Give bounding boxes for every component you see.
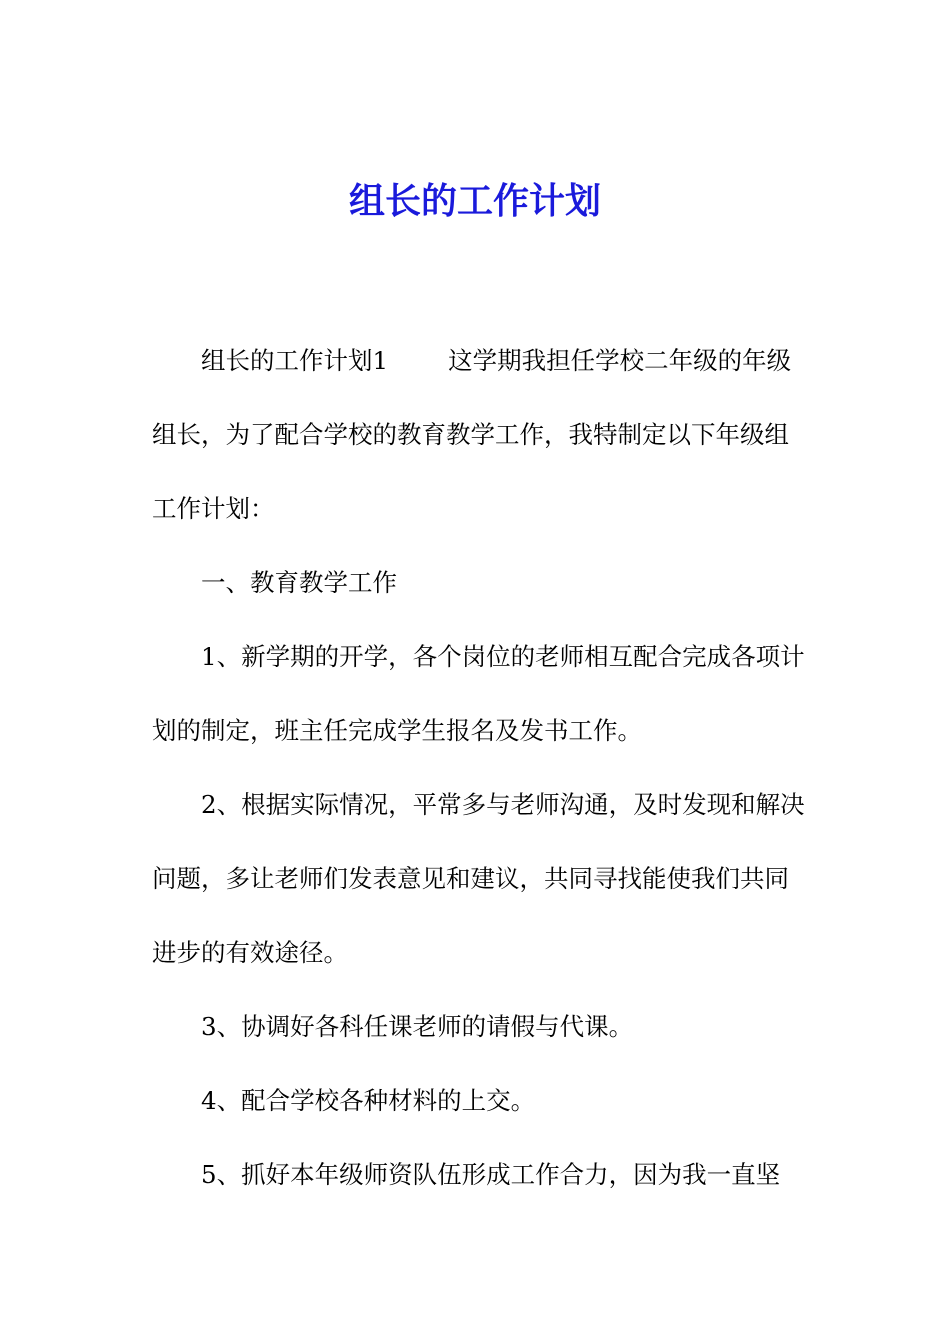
list-item-2: 2、根据实际情况，平常多与老师沟通，及时发现和解决问题，多让老师们发表意见和建议，共同寻找能使我们共同进步的有效途径。 [152, 790, 805, 967]
list-item-1: 1、新学期的开学，各个岗位的老师相互配合完成各项计划的制定，班主任完成学生报名及发书工作。 [152, 642, 805, 745]
document-title: 组长的工作计划 [348, 181, 601, 222]
list-item-4: 4、配合学校各种材料的上交。 [201, 1086, 536, 1115]
paragraph-intro [152, 324, 812, 546]
list-item-3: 3、协调好各科任课老师的请假与代课。 [201, 1012, 634, 1041]
section-heading-inline: 组长的工作计划1 [201, 346, 389, 375]
section-heading: 一、教育教学工作 [201, 568, 397, 597]
paragraph-text: 这学期我担任学校二年级的年级组长，为了配合学校的教育教学工作，我特制定以下年级组工作计划： [152, 346, 792, 523]
document-body [152, 324, 812, 1212]
list-item-5: 5、抓好本年级师资队伍形成工作合力，因为我一直坚 [201, 1160, 781, 1189]
